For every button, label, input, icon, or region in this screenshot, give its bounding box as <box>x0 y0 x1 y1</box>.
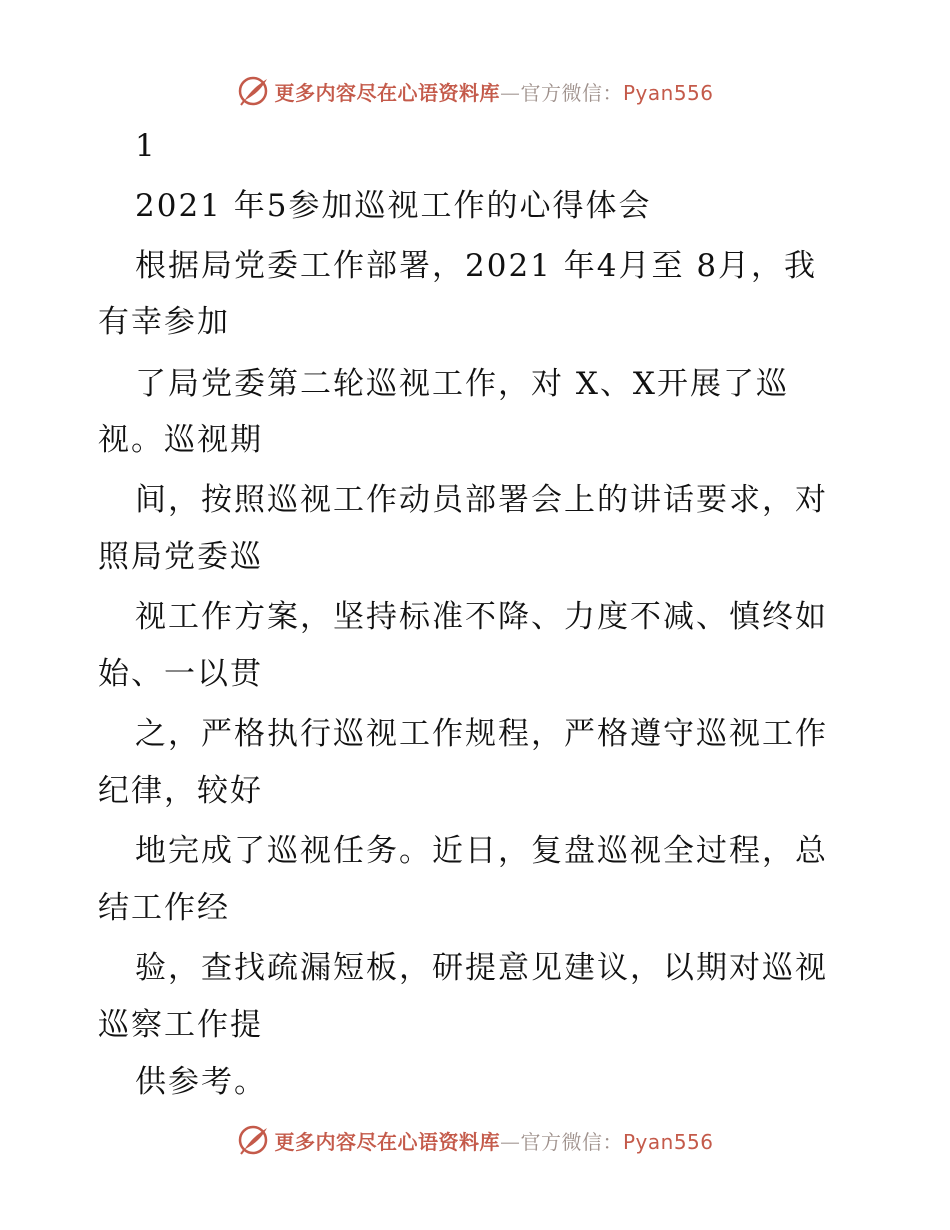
paragraph-line: 了局党委第二轮巡视工作，对 X、X开展了巡 <box>135 366 789 402</box>
watermark-wechat-handle: Pyan556 <box>622 80 714 105</box>
paragraph-line: 验，查找疏漏短板，研提意见建议，以期对巡视 <box>135 950 828 986</box>
watermark-separator: — <box>499 1129 521 1154</box>
paragraph-line: 结工作经 <box>98 890 230 926</box>
watermark-separator: — <box>499 80 521 105</box>
page-number: 1 <box>135 128 157 164</box>
watermark-wechat-label: 官方微信： <box>520 1129 623 1154</box>
feather-pen-circle-icon <box>236 1123 270 1157</box>
paragraph-line: 视。巡视期 <box>98 422 263 458</box>
watermark-text <box>274 77 713 106</box>
paragraph-line: 视工作方案，坚持标准不降、力度不减、慎终如 <box>135 599 828 635</box>
paragraph-line: 巡察工作提 <box>98 1007 263 1043</box>
paragraph-line: 照局党委巡 <box>98 539 263 575</box>
watermark-brand: 更多内容尽在心语资料库 <box>274 1129 500 1154</box>
paragraph-line: 纪律，较好 <box>98 773 263 809</box>
feather-pen-circle-icon <box>236 74 270 108</box>
paragraph-line: 根据局党委工作部署，2021 年4月至 8月，我 <box>135 248 818 284</box>
watermark-wechat-label: 官方微信： <box>520 80 623 105</box>
watermark-text <box>274 1126 713 1155</box>
paragraph-line: 有幸参加 <box>98 304 230 340</box>
paragraph-line: 之，严格执行巡视工作规程，严格遵守巡视工作 <box>135 716 828 752</box>
paragraph-line: 间，按照巡视工作动员部署会上的讲话要求，对 <box>135 482 828 518</box>
document-title: 2021 年5参加巡视工作的心得体会 <box>135 188 652 224</box>
watermark-wechat-handle: Pyan556 <box>622 1129 714 1154</box>
paragraph-line: 地完成了巡视任务。近日，复盘巡视全过程，总 <box>135 833 828 869</box>
paragraph-line: 始、一以贯 <box>98 656 263 692</box>
watermark-brand: 更多内容尽在心语资料库 <box>274 80 500 105</box>
header-watermark <box>0 71 950 111</box>
footer-watermark <box>0 1120 950 1160</box>
paragraph-line: 供参考。 <box>135 1064 267 1100</box>
